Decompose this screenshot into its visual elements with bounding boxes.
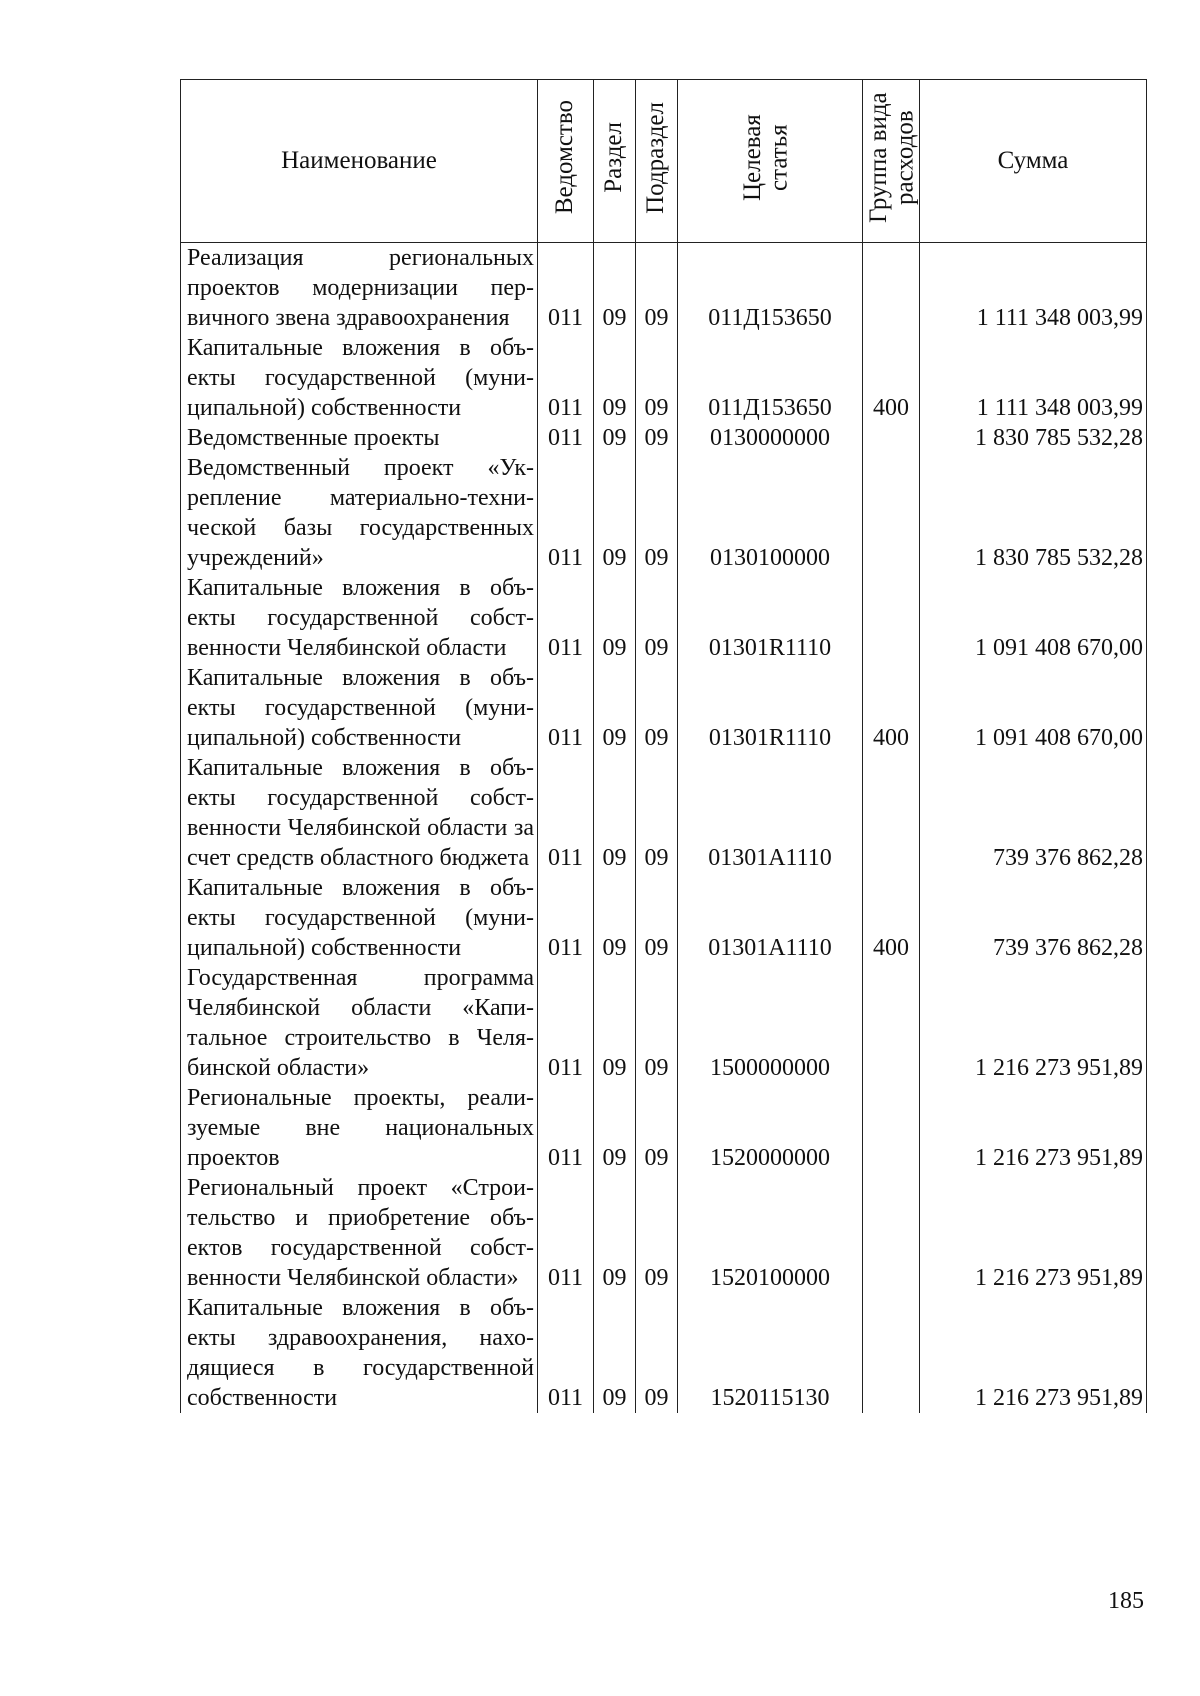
row-razdel-cell: 09 (594, 663, 636, 753)
row-sum-cell: 1 830 785 532,28 (920, 423, 1147, 453)
row-expense-group-cell (863, 453, 920, 573)
row-name-cell: Региональный проект «Строительство и приобретение объектов государственной собственности Челябинской области» (181, 1173, 538, 1293)
table-row (181, 753, 1147, 873)
row-name-cell: Реализация региональных проектов модернизации первичного звена здравоохранения (181, 243, 538, 334)
row-podrazdel-cell: 09 (636, 453, 678, 573)
row-expense-group-cell (863, 243, 920, 334)
row-target-article-cell: 01301A1110 (678, 753, 863, 873)
page-number: 185 (1108, 1588, 1144, 1614)
header-podrazdel: Подраздел (636, 80, 678, 243)
row-podrazdel-cell: 09 (636, 663, 678, 753)
row-razdel-cell: 09 (594, 1293, 636, 1413)
row-sum-cell: 1 830 785 532,28 (920, 453, 1147, 573)
row-target-article-cell: 1520115130 (678, 1293, 863, 1413)
row-vedomstvo-cell: 011 (538, 1293, 594, 1413)
row-target-article-cell: 011Д153650 (678, 333, 863, 423)
row-vedomstvo-cell: 011 (538, 333, 594, 423)
row-target-article-cell: 011Д153650 (678, 243, 863, 334)
row-sum-cell: 1 111 348 003,99 (920, 333, 1147, 423)
row-name-cell: Капитальные вложения в объекты государственной (муниципальной) собственности (181, 663, 538, 753)
row-razdel-cell: 09 (594, 423, 636, 453)
row-vedomstvo-cell: 011 (538, 453, 594, 573)
row-vedomstvo-cell: 011 (538, 1083, 594, 1173)
row-sum-cell: 739 376 862,28 (920, 753, 1147, 873)
table-header-row (181, 80, 1147, 243)
header-razdel: Раздел (594, 80, 636, 243)
row-podrazdel-cell: 09 (636, 243, 678, 334)
row-target-article-cell: 1520100000 (678, 1173, 863, 1293)
table-row (181, 243, 1147, 334)
row-target-article-cell: 0130000000 (678, 423, 863, 453)
table-row (181, 873, 1147, 963)
table-row (181, 423, 1147, 453)
row-expense-group-cell (863, 1293, 920, 1413)
row-sum-cell: 1 216 273 951,89 (920, 1083, 1147, 1173)
row-name-cell: Региональные проекты, реализуемые вне национальных проектов (181, 1083, 538, 1173)
row-expense-group-cell: 400 (863, 663, 920, 753)
row-vedomstvo-cell: 011 (538, 573, 594, 663)
row-expense-group-cell (863, 1083, 920, 1173)
row-razdel-cell: 09 (594, 963, 636, 1083)
row-expense-group-cell (863, 1173, 920, 1293)
row-expense-group-cell (863, 753, 920, 873)
row-podrazdel-cell: 09 (636, 1083, 678, 1173)
row-sum-cell: 1 111 348 003,99 (920, 243, 1147, 334)
table-row (181, 453, 1147, 573)
row-sum-cell: 1 091 408 670,00 (920, 573, 1147, 663)
row-target-article-cell: 1520000000 (678, 1083, 863, 1173)
row-target-article-cell: 0130100000 (678, 453, 863, 573)
row-expense-group-cell (863, 963, 920, 1083)
row-vedomstvo-cell: 011 (538, 873, 594, 963)
table-row (181, 573, 1147, 663)
row-expense-group-cell: 400 (863, 333, 920, 423)
row-podrazdel-cell: 09 (636, 753, 678, 873)
row-name-cell: Государственная программа Челябинской области «Капитальное строительство в Челябинской области» (181, 963, 538, 1083)
row-vedomstvo-cell: 011 (538, 753, 594, 873)
row-podrazdel-cell: 09 (636, 873, 678, 963)
row-razdel-cell: 09 (594, 873, 636, 963)
row-razdel-cell: 09 (594, 333, 636, 423)
row-target-article-cell: 01301R1110 (678, 573, 863, 663)
row-sum-cell: 1 216 273 951,89 (920, 1293, 1147, 1413)
row-target-article-cell: 01301A1110 (678, 873, 863, 963)
table-row (181, 963, 1147, 1083)
row-name-cell: Капитальные вложения в объекты государственной собственности Челябинской области (181, 573, 538, 663)
row-podrazdel-cell: 09 (636, 333, 678, 423)
row-sum-cell: 739 376 862,28 (920, 873, 1147, 963)
table-row (181, 1173, 1147, 1293)
row-vedomstvo-cell: 011 (538, 423, 594, 453)
row-vedomstvo-cell: 011 (538, 1173, 594, 1293)
row-expense-group-cell (863, 423, 920, 453)
row-podrazdel-cell: 09 (636, 1293, 678, 1413)
row-razdel-cell: 09 (594, 753, 636, 873)
row-target-article-cell: 01301R1110 (678, 663, 863, 753)
row-name-cell: Ведомственные проекты (181, 423, 538, 453)
row-sum-cell: 1 091 408 670,00 (920, 663, 1147, 753)
table-row (181, 663, 1147, 753)
row-razdel-cell: 09 (594, 1173, 636, 1293)
budget-table (180, 79, 1147, 1413)
row-target-article-cell: 1500000000 (678, 963, 863, 1083)
table-row (181, 1293, 1147, 1413)
row-podrazdel-cell: 09 (636, 423, 678, 453)
row-expense-group-cell: 400 (863, 873, 920, 963)
row-name-cell: Капитальные вложения в объекты здравоохранения, находящиеся в государственной собственности (181, 1293, 538, 1413)
row-razdel-cell: 09 (594, 573, 636, 663)
row-podrazdel-cell: 09 (636, 1173, 678, 1293)
table-row (181, 333, 1147, 423)
row-razdel-cell: 09 (594, 453, 636, 573)
header-name: Наименование (181, 80, 538, 243)
header-gruppa-vida-raskhodov: Группа вида расходов (863, 80, 920, 243)
row-expense-group-cell (863, 573, 920, 663)
row-vedomstvo-cell: 011 (538, 663, 594, 753)
row-name-cell: Капитальные вложения в объекты государственной (муниципальной) собственности (181, 873, 538, 963)
row-sum-cell: 1 216 273 951,89 (920, 1173, 1147, 1293)
row-razdel-cell: 09 (594, 1083, 636, 1173)
row-podrazdel-cell: 09 (636, 963, 678, 1083)
header-vedomstvo: Ведомство (538, 80, 594, 243)
row-vedomstvo-cell: 011 (538, 243, 594, 334)
row-vedomstvo-cell: 011 (538, 963, 594, 1083)
row-name-cell: Капитальные вложения в объекты государственной собственности Челябинской области за счет средств областного бюджета (181, 753, 538, 873)
table-row (181, 1083, 1147, 1173)
row-name-cell: Ведомственный проект «Укрепление материально-технической базы государственных учреждений» (181, 453, 538, 573)
row-podrazdel-cell: 09 (636, 573, 678, 663)
row-sum-cell: 1 216 273 951,89 (920, 963, 1147, 1083)
header-summa: Сумма (920, 80, 1147, 243)
row-razdel-cell: 09 (594, 243, 636, 334)
row-name-cell: Капитальные вложения в объекты государственной (муниципальной) собственности (181, 333, 538, 423)
header-tselevaya-statya: Целевая статья (678, 80, 863, 243)
